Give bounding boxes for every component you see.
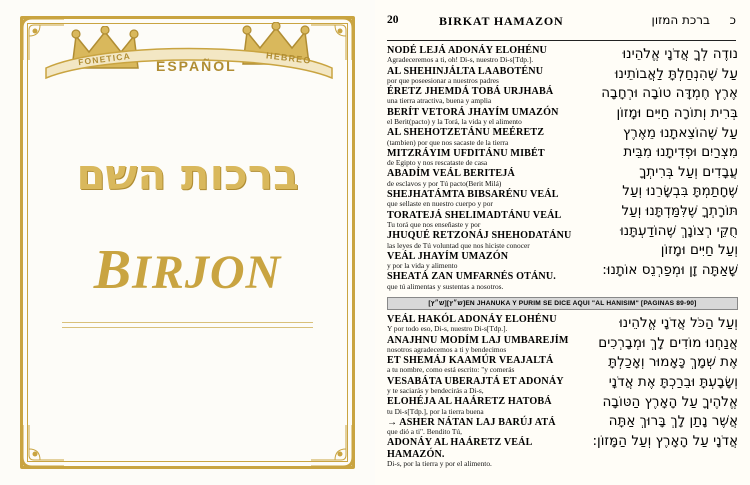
hebrew-line: נודֶה לְךָ אֲדֹנָי אֱלֹהֵינוּ: [622, 46, 738, 62]
verse-translation: Agradeceremos a ti, oh! Di-s, nuestro Di-s[Tdp.].: [387, 55, 534, 65]
page-title: BIRKAT HAMAZON: [439, 14, 564, 28]
verse-translit: ANAJHNU MODÍM LAJ UMBAREJÍM: [387, 334, 569, 346]
hebrew-column: [596, 45, 738, 292]
page-title-hebrew: ברכת המזון: [651, 13, 710, 27]
verse-translation: y por la vida y alimento: [387, 261, 458, 271]
hebrew-line: אֶת שְׁמָךְ כָּאָמוּר וְאָכַלְתָּ: [608, 354, 738, 371]
verse-line: [387, 168, 592, 188]
verse-translation: que tú alimentas y sustentas a nosotros.: [387, 281, 504, 291]
prayer-block-bottom: [387, 314, 738, 469]
verse-line: [387, 376, 589, 396]
hebrew-line: שֶׁחָתַמְתָּ בִּבְשָׂרֵנוּ וְעַל: [622, 183, 738, 200]
verse-translit: TORATEJÁ SHELIMADTÁNU VEÁL: [387, 209, 562, 221]
hebrew-line: אֱלֹהֶיךָ עַל הָאָרֶץ הַטּוֹבָה: [602, 393, 738, 410]
verse-translit: ET SHEMÁJ KAAMÚR VEAJALTÁ: [387, 355, 554, 367]
hebrew-line: בְּרִית וְתוֹרָה חַיִּים וּמָזוֹן: [616, 104, 738, 121]
verse-line: [387, 335, 589, 355]
verse-line: [387, 210, 592, 230]
prayer-text-page: [375, 0, 750, 485]
verse-translit: NODÉ LEJÁ ADONÁY ELOHÉNU: [387, 45, 547, 56]
verse-line: [387, 230, 592, 250]
verse-translation: a tu nombre, como está escrito: "y comerás: [387, 365, 515, 375]
banner-label-espanol: ESPAÑOL: [156, 58, 237, 74]
verse-translit: AL SHEHOTZETÁNU MEÉRETZ: [387, 127, 545, 139]
hebrew-line: וְעַל הַכֹּל אֲדֹנָי אֱלֹהֵינוּ: [619, 314, 738, 331]
verse-line: [387, 396, 589, 416]
verse-translit: VEÁL JHAYÍM UMAZÓN: [387, 250, 509, 262]
verse-translation: de Egipto y nos rescataste de casa: [387, 158, 488, 168]
verse-line: [387, 314, 589, 334]
verse-translit: ABADÍM VEÁL BERITEJÁ: [387, 168, 515, 180]
hebrew-line: אֲדֹנָי עַל הָאָרֶץ וְעַל הַמָּזוֹן:: [592, 432, 738, 449]
verse-translit: ADONÁY AL HAÁRETZ VEÁL HAMAZÓN.: [387, 437, 532, 460]
verse-translation: (tambien) por que nos sacaste de la tierra: [387, 137, 509, 147]
verse-line: [387, 437, 589, 468]
corner-ornament-icon: [309, 423, 355, 469]
page-mark-hebrew: כ: [729, 13, 736, 27]
verse-line: [387, 251, 592, 271]
prayer-block-top: [387, 45, 738, 292]
cover-title-initial: B: [93, 239, 133, 301]
verse-translation: y te saciarás y bendecirás a Di-s,: [387, 385, 484, 395]
verse-translit: MITZRÁYIM UFDITÁNU MIBÉT: [387, 147, 545, 159]
verse-line: [387, 271, 592, 291]
corner-ornament-icon: [20, 423, 66, 469]
verse-line: [387, 45, 592, 65]
cover-title-rest: IRJON: [132, 246, 282, 299]
transliteration-column: [387, 314, 589, 469]
verse-line: [387, 417, 589, 437]
transliteration-column: [387, 45, 592, 292]
verse-translit: AL SHEHINJÁLTA LAABOTÉNU: [387, 65, 544, 77]
banner-label-hebreo: HEBREO: [265, 50, 313, 66]
verse-translation: que dió a ti". Bendito Tú,: [387, 427, 462, 437]
verse-line: [387, 148, 592, 168]
verse-translation: una tierra atractiva, buena y amplia: [387, 96, 492, 106]
hebrew-line: עַל שֶׁהִנְחַלְתָּ לַאֲבוֹתֵינוּ: [614, 65, 738, 82]
verse-translit: ELOHÉJA AL HAÁRETZ HATOBÁ: [387, 396, 552, 408]
cover-hebrew-title: ברכות השם: [76, 150, 299, 199]
hebrew-line: עֲבָדִים וְעַל בְּרִיתְךָ: [639, 163, 738, 180]
verse-translit: BERÍT VETORÁ JHAYÍM UMAZÓN: [387, 106, 559, 118]
hebrew-line: אֶרֶץ חֶמְדָּה טוֹבָה וּרְחָבָה: [601, 85, 738, 102]
page-number: 20: [387, 14, 399, 26]
cover-divider: [62, 327, 313, 328]
cover-divider: [62, 322, 313, 323]
verse-line: [387, 66, 592, 86]
hebrew-line: מִצְרַיִם וּפְדִיתָנוּ מִבֵּית: [623, 144, 738, 161]
verse-line: [387, 355, 589, 375]
verse-translit: VESABÁTA UBERAJTÁ ET ADONÁY: [387, 375, 564, 387]
arrow-marker-icon: →: [387, 416, 398, 428]
cover-main-title: [0, 238, 375, 302]
hebrew-line: שָׁאַתָּה זָן וּמְפַרְנֵס אוֹתָנוּ:: [602, 262, 738, 279]
hebrew-line: וְשָׂבָעְתָּ וּבֵרַכְתָּ אֶת אֲדֹנָי: [608, 373, 738, 390]
verse-translation: Y por todo eso, Di-s, nuestro Di-s[Tdp.].: [387, 324, 508, 334]
hebrew-line: אֲנַחְנוּ מוֹדִים לָךְ וּמְבָרְכִים: [598, 334, 738, 351]
hebrew-line: עַל שֶׁהוֹצֵאתָנוּ מֵאֶרֶץ: [623, 124, 738, 141]
ribbon-banner: [44, 38, 334, 84]
verse-translation: nosotros agradecemos a ti y bendecimos: [387, 344, 507, 354]
verse-translation: Tu torá que nos enseñaste y por: [387, 219, 481, 229]
verse-translit-text: ASHER NÁTAN LAJ BARÚJ ATÁ: [399, 416, 556, 428]
hebrew-column: [593, 314, 739, 469]
hebrew-line: תּוֹרָתְךָ שֶׁלִּמַּדְתָּנוּ וְעַל: [621, 203, 738, 220]
verse-line: [387, 86, 592, 106]
verse-translit: SHEATÁ ZAN UMFARNÉS OTÁNU.: [387, 271, 556, 283]
verse-translation: tu Di-s[Tdp.], por la tierra buena: [387, 406, 484, 416]
verse-line: [387, 189, 592, 209]
verse-translation: que sellaste en nuestro cuerpo y por: [387, 199, 493, 209]
verse-translit: SHEJHATÁMTA BIBSARÉNU VEÁL: [387, 189, 559, 201]
verse-line: [387, 107, 592, 127]
verse-translation: por que poseesionar a nuestros padres: [387, 75, 499, 85]
verse-translit: ÉRETZ JHEMDÁ TOBÁ URJHABÁ: [387, 86, 554, 98]
verse-translation: las leyes de Tú voluntad que nos hiciste conocer: [387, 240, 530, 250]
verse-translation: Di-s, por la tierra y por el alimento.: [387, 459, 492, 468]
verse-line: [387, 127, 592, 147]
verse-translit: VEÁL HAKÓL ADONÁY ELOHÉNU: [387, 313, 557, 325]
banner-label-fonetica: FONETICA: [77, 50, 132, 68]
page-header: [387, 10, 736, 41]
hebrew-line: אֲשֶׁר נָתַן לָךְ בָּרוּךְ אַתָּה: [608, 413, 738, 430]
verse-translit: JHUQUÉ RETZONÁJ SHEHODATÁNU: [387, 230, 572, 242]
verse-translation: de esclavos y por Tú pacto(Berit Milá): [387, 178, 502, 188]
hebrew-line: וְעַל חַיִּים וּמָזוֹן: [660, 242, 738, 259]
verse-translation: el Berit(pacto) y la Torá, la vida y el alimento: [387, 117, 522, 127]
hebrew-line: חֻקֵּי רְצוֹנָךְ שֶׁהוֹדַעְתָּנוּ: [620, 222, 738, 239]
rubric-note: [ש״ץ][ש״ץ]EN JHANUKA Y PURIM SE DICE AQUI "AL HANISIM" [PAGINAS 89-90]: [387, 297, 738, 310]
